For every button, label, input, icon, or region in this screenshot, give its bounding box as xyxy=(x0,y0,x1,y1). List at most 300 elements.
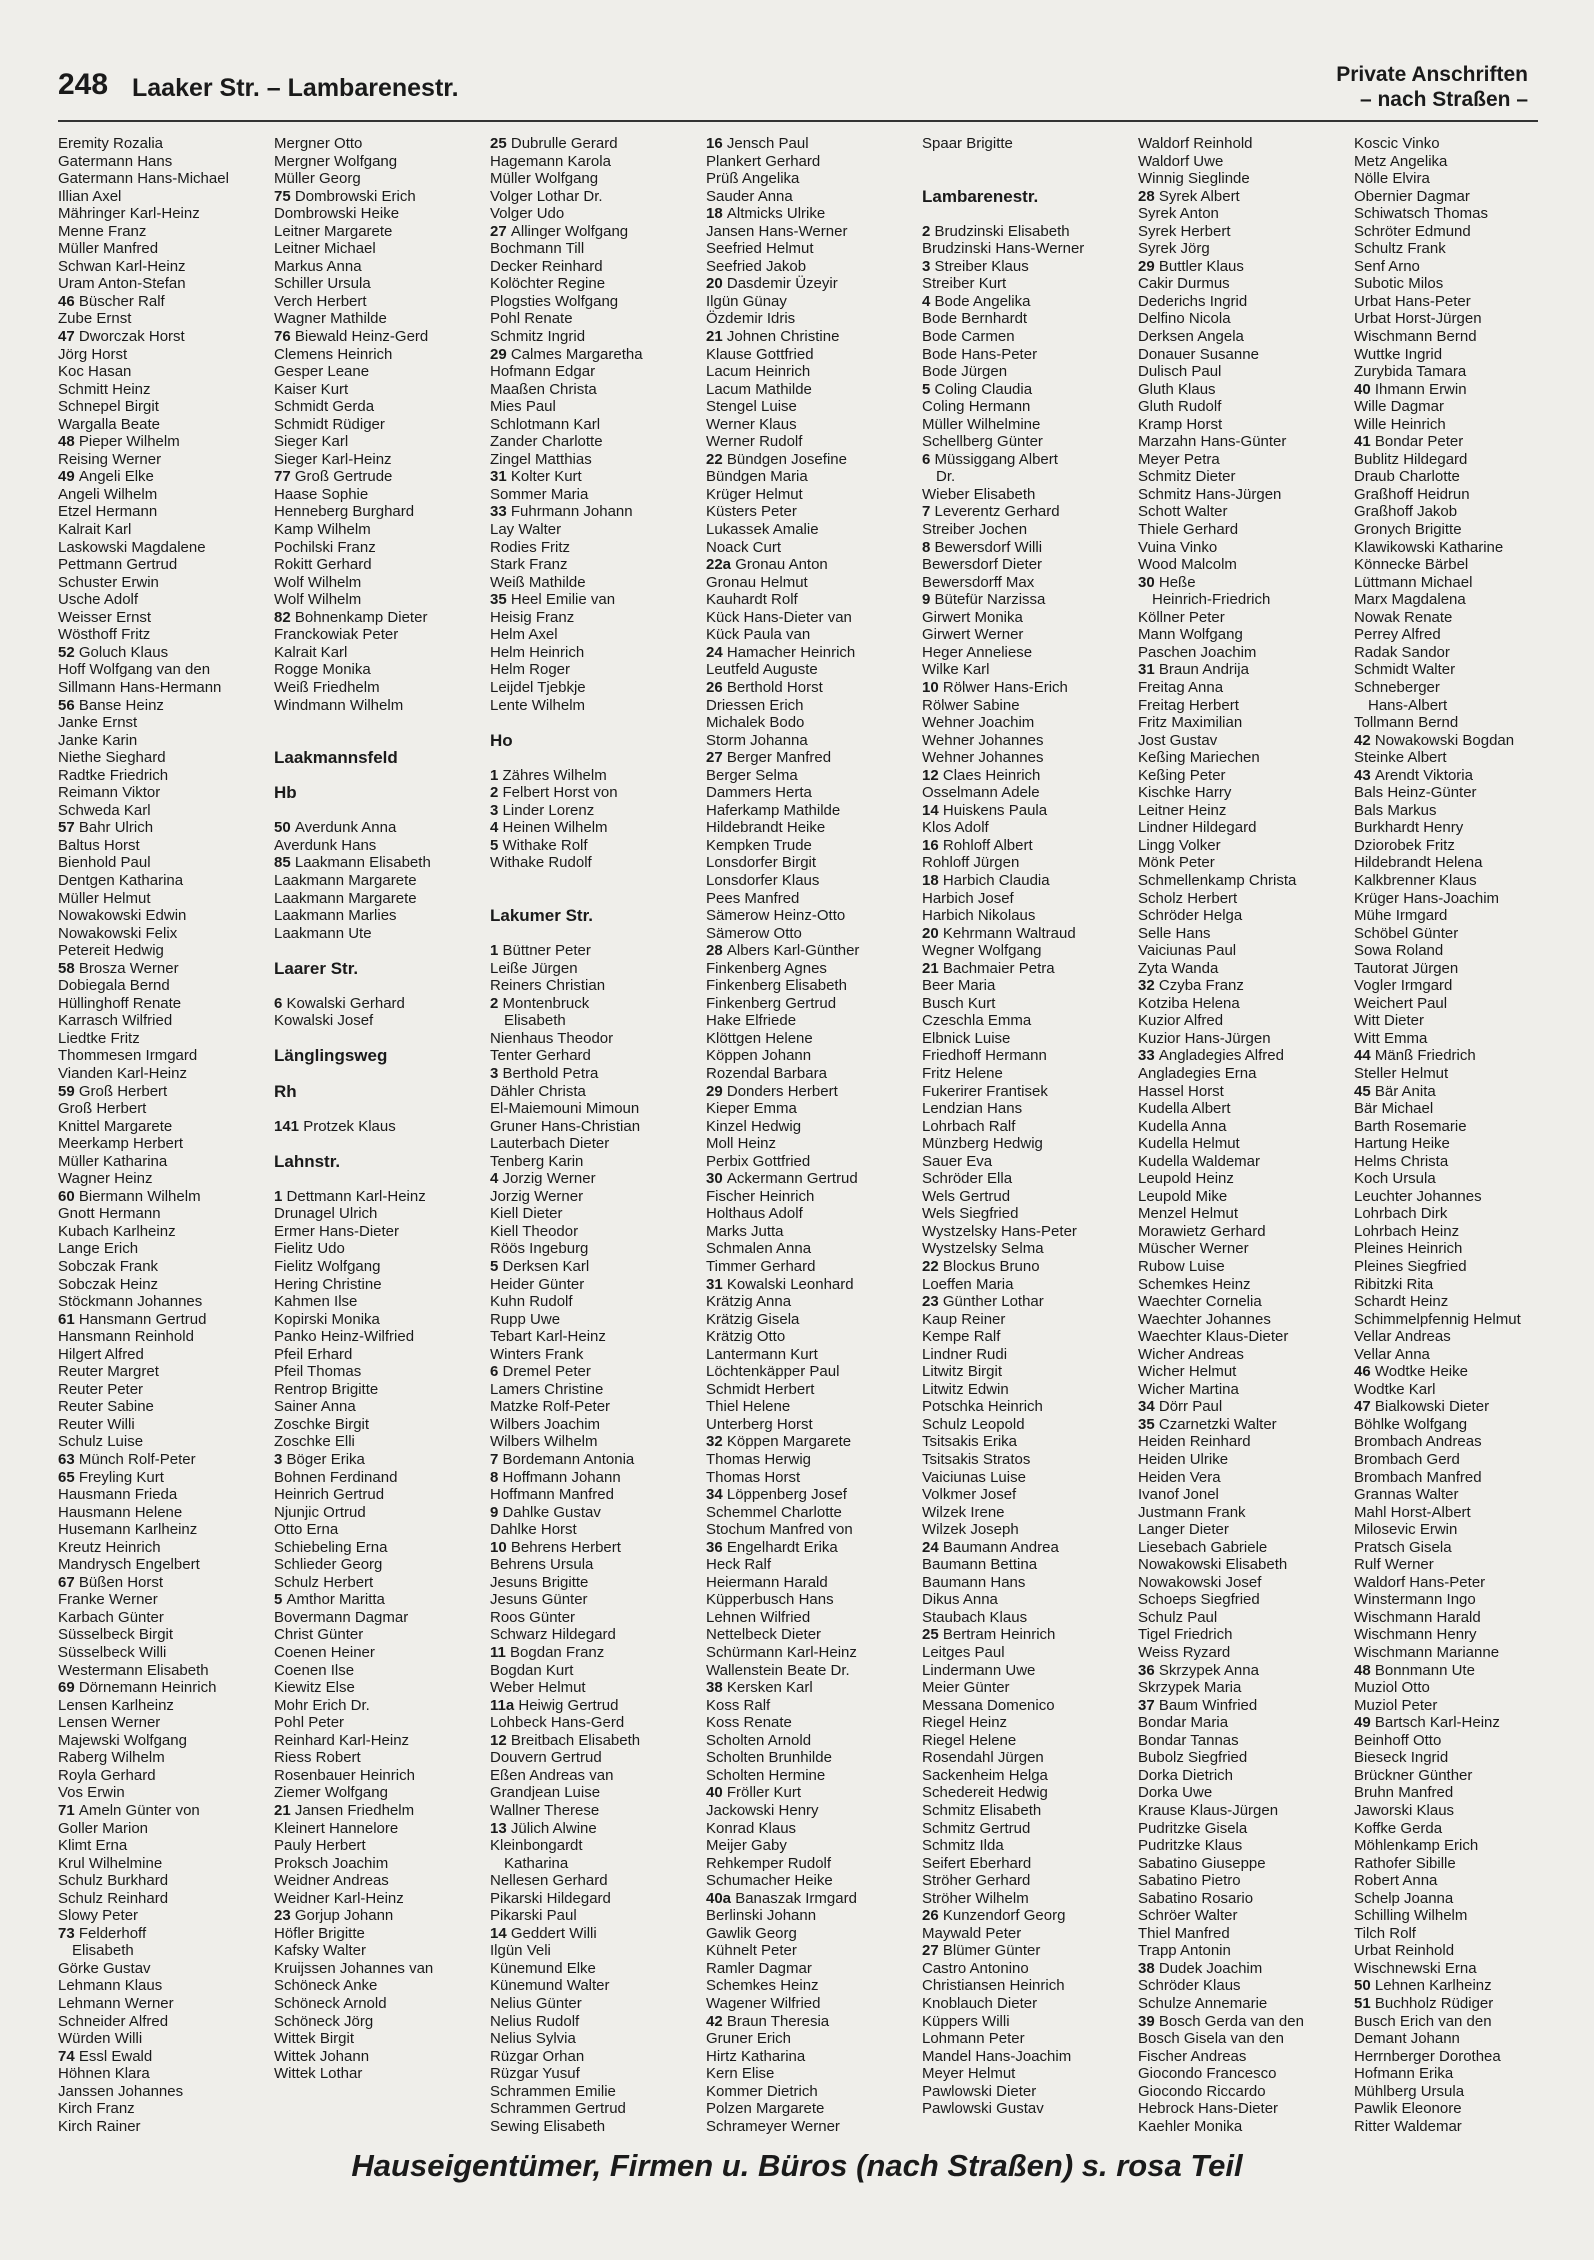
resident-entry: Messana Domenico xyxy=(922,1696,1055,1714)
resident-name: Bütefür Narzissa xyxy=(934,591,1046,609)
entry-continuation: Hans-Albert xyxy=(1368,696,1448,714)
resident-entry: Wallenstein Beate Dr. xyxy=(706,1661,850,1679)
resident-entry: Dulisch Paul xyxy=(1138,363,1222,381)
spacer xyxy=(490,749,695,767)
resident-entry: Lukassek Amalie xyxy=(706,521,819,539)
resident-entry: Thomas Herwig xyxy=(706,1451,812,1469)
resident-entry: Kopirski Monika xyxy=(274,1310,380,1328)
resident-name: Blockus Bruno xyxy=(942,1258,1040,1275)
house-number: 42 xyxy=(706,2012,727,2030)
resident-entry: Westermann Elisabeth xyxy=(58,1661,209,1679)
resident-entry: Wilbers Joachim xyxy=(490,1415,601,1433)
resident-entry: Slowy Peter xyxy=(58,1907,139,1925)
house-number: 40 xyxy=(706,1784,727,1802)
resident-entry: Rupp Uwe xyxy=(490,1310,561,1328)
resident-entry: Mergner Wolfgang xyxy=(274,152,398,170)
house-number: 49 xyxy=(1354,1714,1375,1732)
resident-entry: Müller Wolfgang xyxy=(490,170,599,188)
house-number: 29 xyxy=(706,1082,727,1100)
resident-entry: Lendzian Hans xyxy=(922,1100,1023,1118)
resident-entry: Gluth Klaus xyxy=(1138,380,1216,398)
entry-continuation: Elisabeth xyxy=(504,1012,566,1030)
resident-entry: Zoschke Birgit xyxy=(274,1415,370,1433)
resident-entry: Wargalla Beate xyxy=(58,415,160,433)
house-number: 57 xyxy=(58,819,79,837)
resident-name: Hoffmann Johann xyxy=(502,1468,621,1486)
resident-entry xyxy=(922,381,1127,399)
house-number: 36 xyxy=(706,1538,727,1556)
resident-entry: Janke Ernst xyxy=(58,714,138,732)
resident-entry: Werner Klaus xyxy=(706,415,797,433)
resident-entry: Wodtke Karl xyxy=(1354,1380,1436,1398)
resident-entry: Schemkes Heinz xyxy=(1138,1275,1251,1293)
directory-column-4 xyxy=(706,135,911,2135)
resident-entry xyxy=(1138,188,1343,206)
house-number: 44 xyxy=(1354,1047,1375,1065)
house-number: 47 xyxy=(58,328,79,346)
resident-entry: Krätzig Gisela xyxy=(706,1310,800,1328)
resident-entry: Kudella Helmut xyxy=(1138,1135,1240,1153)
resident-entry: Schmidt Gerda xyxy=(274,398,375,416)
resident-entry: Pohl Peter xyxy=(274,1714,345,1732)
resident-entry: Wolf Wilhelm xyxy=(274,591,362,609)
section-title xyxy=(1336,62,1528,112)
resident-entry: Gatermann Hans xyxy=(58,152,173,170)
resident-entry xyxy=(922,872,1127,890)
directory-column-3 xyxy=(490,135,695,2135)
resident-entry xyxy=(58,1679,263,1697)
resident-entry: Schöneck Anke xyxy=(274,1977,378,1995)
resident-entry: Wieber Elisabeth xyxy=(922,485,1036,503)
resident-name: Ihmann Erwin xyxy=(1374,380,1467,398)
resident-entry: Wegner Wolfgang xyxy=(922,942,1042,960)
house-number: 61 xyxy=(58,1310,79,1328)
resident-entry: Liedtke Fritz xyxy=(58,1029,140,1047)
resident-entry xyxy=(490,1504,695,1522)
resident-entry: Gesper Leane xyxy=(274,363,370,381)
resident-entry: Kauhardt Rolf xyxy=(706,591,798,609)
header-rule xyxy=(58,120,1538,122)
resident-name: Kolter Kurt xyxy=(510,468,582,486)
resident-entry xyxy=(490,591,695,609)
house-number: 30 xyxy=(706,1170,727,1188)
resident-entry: Wicher Helmut xyxy=(1138,1363,1237,1381)
resident-entry: Graßhoff Heidrun xyxy=(1354,485,1470,503)
resident-name: Felbert Horst von xyxy=(502,784,618,802)
resident-entry: Heisig Franz xyxy=(490,608,575,626)
resident-entry xyxy=(922,925,1127,943)
resident-entry: Koss Renate xyxy=(706,1714,792,1732)
resident-name: Ackermann Gertrud xyxy=(726,1170,858,1188)
resident-entry xyxy=(490,1258,695,1276)
resident-entry: Syrek Anton xyxy=(1138,205,1219,223)
house-number: 7 xyxy=(922,503,935,521)
street-heading: Laarer Str. xyxy=(274,958,359,978)
resident-entry: Gnott Hermann xyxy=(58,1205,161,1223)
resident-name: Bonnmann Ute xyxy=(1374,1661,1475,1679)
spacer xyxy=(490,872,695,890)
house-number: 6 xyxy=(922,450,935,468)
resident-entry: Brombach Manfred xyxy=(1354,1468,1482,1486)
resident-entry: Küppers Willi xyxy=(922,2012,1010,2030)
resident-name: Heße xyxy=(1158,573,1196,591)
resident-entry: Wilbers Wilhelm xyxy=(490,1433,598,1451)
resident-entry: Vaiciunas Luise xyxy=(922,1468,1026,1486)
resident-entry: Scholten Arnold xyxy=(706,1731,812,1749)
resident-entry: Hildebrandt Heike xyxy=(706,819,826,837)
resident-entry: Wilke Karl xyxy=(922,661,990,679)
resident-entry: Weiß Mathilde xyxy=(490,573,586,591)
resident-entry: Mohr Erich Dr. xyxy=(274,1696,370,1714)
resident-name: Buttler Klaus xyxy=(1158,257,1244,275)
resident-name: Brudzinski Elisabeth xyxy=(934,222,1070,240)
resident-entry: Tenter Gerhard xyxy=(490,1047,591,1065)
spacer xyxy=(490,714,695,732)
house-number: 77 xyxy=(274,468,295,486)
resident-entry xyxy=(58,1083,263,1101)
resident-entry: Nölle Elvira xyxy=(1354,170,1430,188)
resident-entry: Marzahn Hans-Günter xyxy=(1138,433,1287,451)
resident-entry: Ramler Dagmar xyxy=(706,1959,812,1977)
spacer xyxy=(922,205,1127,223)
resident-entry: Delfino Nicola xyxy=(1138,310,1231,328)
resident-entry: Clemens Heinrich xyxy=(274,345,393,363)
resident-entry: Skrzypek Maria xyxy=(1138,1679,1242,1697)
resident-entry xyxy=(922,223,1127,241)
resident-entry xyxy=(58,644,263,662)
resident-entry: Osselmann Adele xyxy=(922,784,1040,802)
entry-continuation: Heinrich-Friedrich xyxy=(1152,591,1271,609)
resident-name: Engelhardt Erika xyxy=(726,1538,838,1556)
house-number: 21 xyxy=(922,959,943,977)
resident-entry: Rogge Monika xyxy=(274,661,371,679)
resident-entry: Rüzgar Orhan xyxy=(490,2047,585,2065)
spacer xyxy=(274,1170,479,1188)
directory-column-6 xyxy=(1138,135,1343,2135)
house-number: 35 xyxy=(1138,1415,1159,1433)
resident-name: Bondar Peter xyxy=(1374,433,1464,451)
resident-entry xyxy=(706,1679,911,1697)
resident-entry xyxy=(1354,732,1559,750)
resident-entry: Ilgün Günay xyxy=(706,292,787,310)
resident-entry: Wittek Lothar xyxy=(274,2065,363,2083)
resident-entry: Bienhold Paul xyxy=(58,854,151,872)
resident-name: Wodtke Heike xyxy=(1374,1363,1468,1381)
resident-entry: Reuter Margret xyxy=(58,1363,159,1381)
resident-entry: Jackowski Henry xyxy=(706,1801,819,1819)
resident-name: Dudek Joachim xyxy=(1158,1959,1263,1977)
resident-entry: Sauder Anna xyxy=(706,187,793,205)
resident-entry: Tautorat Jürgen xyxy=(1354,959,1459,977)
house-number: 5 xyxy=(490,1258,503,1275)
resident-entry: Otto Erna xyxy=(274,1521,339,1539)
section-title-line1: Private Anschriften xyxy=(1336,63,1528,86)
resident-entry: Wehner Johannes xyxy=(922,731,1044,749)
resident-entry xyxy=(922,802,1127,820)
resident-entry: Höfler Brigitte xyxy=(274,1924,365,1942)
resident-entry xyxy=(706,1890,911,1908)
resident-entry xyxy=(706,328,911,346)
resident-entry: Leupold Mike xyxy=(1138,1187,1228,1205)
resident-name: Arendt Viktoria xyxy=(1374,766,1473,784)
resident-name: Huiskens Paula xyxy=(942,801,1048,819)
house-number: 5 xyxy=(922,380,935,398)
resident-entry: Wischmann Marianne xyxy=(1354,1644,1500,1662)
resident-entry: Fielitz Wolfgang xyxy=(274,1258,381,1275)
resident-name: Büßen Horst xyxy=(78,1573,164,1591)
resident-name: Büscher Ralf xyxy=(78,292,165,310)
resident-entry: Storm Johanna xyxy=(706,731,808,749)
house-number: 31 xyxy=(1138,661,1159,679)
resident-entry: Schiller Ursula xyxy=(274,275,371,293)
resident-entry: Radak Sandor xyxy=(1354,643,1450,661)
resident-entry: Seifert Eberhard xyxy=(922,1854,1032,1872)
house-number: 40a xyxy=(706,1889,736,1907)
resident-name: Pieper Wilhelm xyxy=(78,433,180,451)
house-number: 25 xyxy=(922,1626,943,1644)
resident-entry: Brombach Gerd xyxy=(1354,1451,1460,1469)
resident-entry: Scholz Herbert xyxy=(1138,889,1238,907)
resident-entry: Wagener Wilfried xyxy=(706,1994,821,2012)
resident-name: Fuhrmann Johann xyxy=(510,503,633,521)
resident-entry xyxy=(490,1925,695,1943)
resident-entry: Rozendal Barbara xyxy=(706,1064,827,1082)
resident-entry: Kuzior Alfred xyxy=(1138,1012,1224,1030)
resident-entry: Noack Curt xyxy=(706,538,782,556)
house-number: 38 xyxy=(706,1679,727,1697)
resident-entry: Rosenbauer Heinrich xyxy=(274,1766,415,1784)
resident-entry: Holthaus Adolf xyxy=(706,1205,803,1223)
resident-name: Angeli Elke xyxy=(78,468,154,486)
resident-name: Lehnen Karlheinz xyxy=(1374,1977,1492,1995)
house-number: 76 xyxy=(274,328,295,346)
resident-entry: Menne Franz xyxy=(58,222,147,240)
house-number: 1 xyxy=(274,1187,287,1205)
resident-entry: Pawlik Eleonore xyxy=(1354,2100,1462,2118)
resident-entry: Hassel Horst xyxy=(1138,1082,1224,1100)
resident-entry: Radtke Friedrich xyxy=(58,766,169,784)
resident-entry: Waldorf Uwe xyxy=(1138,152,1224,170)
resident-entry: Uram Anton-Stefan xyxy=(58,275,186,293)
resident-entry: Jansen Hans-Werner xyxy=(706,222,848,240)
resident-name: Protzek Klaus xyxy=(303,1117,396,1135)
resident-entry xyxy=(922,503,1127,521)
resident-entry: Hüllinghoff Renate xyxy=(58,994,182,1012)
resident-entry: Keßing Peter xyxy=(1138,766,1226,784)
resident-name: Altmicks Ulrike xyxy=(726,205,826,223)
house-number: 50 xyxy=(274,819,295,837)
resident-entry xyxy=(706,1276,911,1294)
resident-entry xyxy=(490,837,695,855)
resident-entry: Böhlke Wolfgang xyxy=(1354,1415,1468,1433)
resident-entry: Waldorf Hans-Peter xyxy=(1354,1573,1486,1591)
resident-entry: Pawlowski Gustav xyxy=(922,2100,1044,2118)
resident-entry: Klawikowski Katharine xyxy=(1354,538,1504,556)
house-number: 59 xyxy=(58,1082,79,1100)
resident-entry: Sämerow Otto xyxy=(706,924,802,942)
resident-entry: Schiebeling Erna xyxy=(274,1538,388,1556)
resident-entry: Girwert Werner xyxy=(922,626,1024,644)
house-number: 8 xyxy=(490,1468,503,1486)
resident-name: Syrek Albert xyxy=(1158,187,1240,205)
resident-entry: Rüzgar Yusuf xyxy=(490,2065,580,2083)
resident-entry: Pochilski Franz xyxy=(274,538,376,556)
resident-entry: Laakmann Margarete xyxy=(274,889,417,907)
spacer xyxy=(274,977,479,995)
resident-entry: Kirch Franz xyxy=(58,2100,135,2118)
resident-entry: Maywald Peter xyxy=(922,1924,1022,1942)
resident-entry: Sillmann Hans-Hermann xyxy=(58,678,222,696)
resident-entry xyxy=(490,1732,695,1750)
resident-entry: Sackenheim Helga xyxy=(922,1766,1048,1784)
resident-name: Hamacher Heinrich xyxy=(726,643,856,661)
resident-entry: Spaar Brigitte xyxy=(922,135,1013,152)
resident-entry: Schürmann Karl-Heinz xyxy=(706,1644,857,1662)
resident-name: Streiber Klaus xyxy=(934,257,1029,275)
resident-entry: Sämerow Heinz-Otto xyxy=(706,907,846,925)
house-number: 34 xyxy=(706,1486,727,1504)
resident-name: Buchholz Rüdiger xyxy=(1374,1994,1494,2012)
resident-entry xyxy=(58,433,263,451)
resident-entry: Lensen Karlheinz xyxy=(58,1696,174,1714)
house-number: 3 xyxy=(490,801,503,819)
resident-entry: Kempe Ralf xyxy=(922,1328,1001,1346)
resident-name: Jansen Friedhelm xyxy=(294,1801,415,1819)
resident-entry: Lange Erich xyxy=(58,1240,139,1258)
resident-entry: Paschen Joachim xyxy=(1138,643,1257,661)
resident-entry: Berlinski Johann xyxy=(706,1907,817,1925)
resident-entry: Vogler Irmgard xyxy=(1354,977,1453,995)
resident-name: Angladegies Alfred xyxy=(1158,1047,1284,1065)
street-heading: Lakumer Str. xyxy=(490,906,593,926)
resident-entry: Müller Helmut xyxy=(58,889,151,907)
resident-entry: Künemund Elke xyxy=(490,1959,596,1977)
house-number: 4 xyxy=(490,819,503,837)
resident-entry: Würden Willi xyxy=(58,2030,143,2048)
resident-entry: Giocondo Francesco xyxy=(1138,2065,1277,2083)
resident-entry: El-Maiemouni Mimoun xyxy=(490,1100,640,1118)
resident-name: Banaszak Irmgard xyxy=(735,1889,857,1907)
resident-entry: Unterberg Horst xyxy=(706,1415,813,1433)
resident-entry: Tenberg Karin xyxy=(490,1152,584,1170)
street-heading: Laakmannsfeld xyxy=(274,748,398,768)
resident-name: Jülich Alwine xyxy=(510,1819,597,1837)
house-number: 9 xyxy=(490,1503,503,1521)
resident-name: Kunzendorf Georg xyxy=(942,1907,1066,1925)
resident-entry: Dähler Christa xyxy=(490,1082,586,1100)
resident-entry xyxy=(490,1644,695,1662)
house-number: 74 xyxy=(58,2047,79,2065)
resident-entry: Gatermann Hans-Michael xyxy=(58,170,229,188)
resident-entry xyxy=(922,837,1127,855)
resident-entry: Meyer Helmut xyxy=(922,2065,1016,2083)
resident-entry: Urbat Reinhold xyxy=(1354,1942,1455,1960)
resident-entry: Stengel Luise xyxy=(706,398,797,416)
resident-entry: Koch Ursula xyxy=(1354,1170,1436,1188)
resident-entry: Pawlowski Dieter xyxy=(922,2082,1037,2100)
resident-entry: Bubolz Siegfried xyxy=(1138,1749,1248,1767)
house-number: 18 xyxy=(922,871,943,889)
resident-name: Biermann Wilhelm xyxy=(78,1187,201,1205)
resident-entry xyxy=(1354,1083,1559,1101)
resident-entry: Heinrich Gertrud xyxy=(274,1486,385,1504)
resident-entry: Jörg Horst xyxy=(58,345,128,363)
resident-name: Bahr Ulrich xyxy=(78,819,154,837)
street-heading: Ho xyxy=(490,730,513,750)
house-number: 32 xyxy=(706,1433,727,1451)
resident-name: Mänß Friedrich xyxy=(1374,1047,1476,1065)
resident-entry xyxy=(58,697,263,715)
resident-entry: Leuchter Johannes xyxy=(1354,1187,1482,1205)
house-number: 42 xyxy=(1354,731,1375,749)
resident-entry: Rulf Werner xyxy=(1354,1556,1434,1574)
resident-entry: Robert Anna xyxy=(1354,1872,1438,1890)
resident-entry: Barth Rosemarie xyxy=(1354,1117,1467,1135)
resident-name: Dörnemann Heinrich xyxy=(78,1679,217,1697)
resident-entry: Mandrysch Engelbert xyxy=(58,1556,200,1574)
resident-entry: Helm Axel xyxy=(490,626,558,644)
resident-entry xyxy=(1138,1697,1343,1715)
resident-entry: Gluth Rudolf xyxy=(1138,398,1222,416)
street-heading: Lambarenestr. xyxy=(922,186,1039,206)
resident-entry xyxy=(490,1170,695,1188)
resident-entry xyxy=(490,468,695,486)
house-number: 51 xyxy=(1354,1994,1375,2012)
resident-name: Freyling Kurt xyxy=(78,1468,164,1486)
resident-entry: Nowakowski Josef xyxy=(1138,1573,1262,1591)
resident-entry xyxy=(706,1784,911,1802)
resident-entry: Wagner Mathilde xyxy=(274,310,387,328)
resident-entry xyxy=(58,1188,263,1206)
resident-entry: Weidner Karl-Heinz xyxy=(274,1889,404,1907)
resident-entry: Schmalen Anna xyxy=(706,1240,812,1258)
resident-entry: Laakmann Marlies xyxy=(274,907,397,925)
resident-entry: Köllner Peter xyxy=(1138,608,1225,626)
resident-entry xyxy=(706,1083,911,1101)
resident-entry xyxy=(922,1942,1127,1960)
resident-name: Laakmann Elisabeth xyxy=(294,854,431,872)
resident-entry: Schott Walter xyxy=(1138,503,1228,521)
resident-entry: Ziemer Wolfgang xyxy=(274,1784,388,1802)
resident-entry xyxy=(922,1539,1127,1557)
resident-entry: Vos Erwin xyxy=(58,1784,125,1802)
resident-entry: Werner Rudolf xyxy=(706,433,803,451)
resident-entry xyxy=(1138,977,1343,995)
resident-entry: Kern Elise xyxy=(706,2065,775,2083)
resident-entry: Wille Heinrich xyxy=(1354,415,1446,433)
resident-entry: Schöbel Günter xyxy=(1354,924,1459,942)
resident-name: Dremel Peter xyxy=(502,1363,591,1381)
resident-entry: Franke Werner xyxy=(58,1591,158,1609)
resident-name: Essl Ewald xyxy=(78,2047,153,2065)
resident-entry: Reuter Willi xyxy=(58,1415,135,1433)
resident-entry: Giocondo Riccardo xyxy=(1138,2082,1266,2100)
resident-entry: Etzel Hermann xyxy=(58,503,158,521)
resident-name: Baumann Andrea xyxy=(942,1538,1059,1556)
resident-name: Baum Winfried xyxy=(1158,1696,1258,1714)
resident-entry: Lehmann Klaus xyxy=(58,1977,163,1995)
resident-entry: Meyer Petra xyxy=(1138,450,1220,468)
resident-name: Dahlke Gustav xyxy=(502,1503,601,1521)
resident-entry: Küsters Peter xyxy=(706,503,797,521)
house-number: 26 xyxy=(706,678,727,696)
resident-entry: Lente Wilhelm xyxy=(490,696,586,714)
resident-entry: Finkenberg Agnes xyxy=(706,959,827,977)
resident-entry: Hirtz Katharina xyxy=(706,2047,806,2065)
resident-entry xyxy=(490,1697,695,1715)
resident-entry xyxy=(274,1802,479,1820)
resident-entry: Royla Gerhard xyxy=(58,1766,156,1784)
